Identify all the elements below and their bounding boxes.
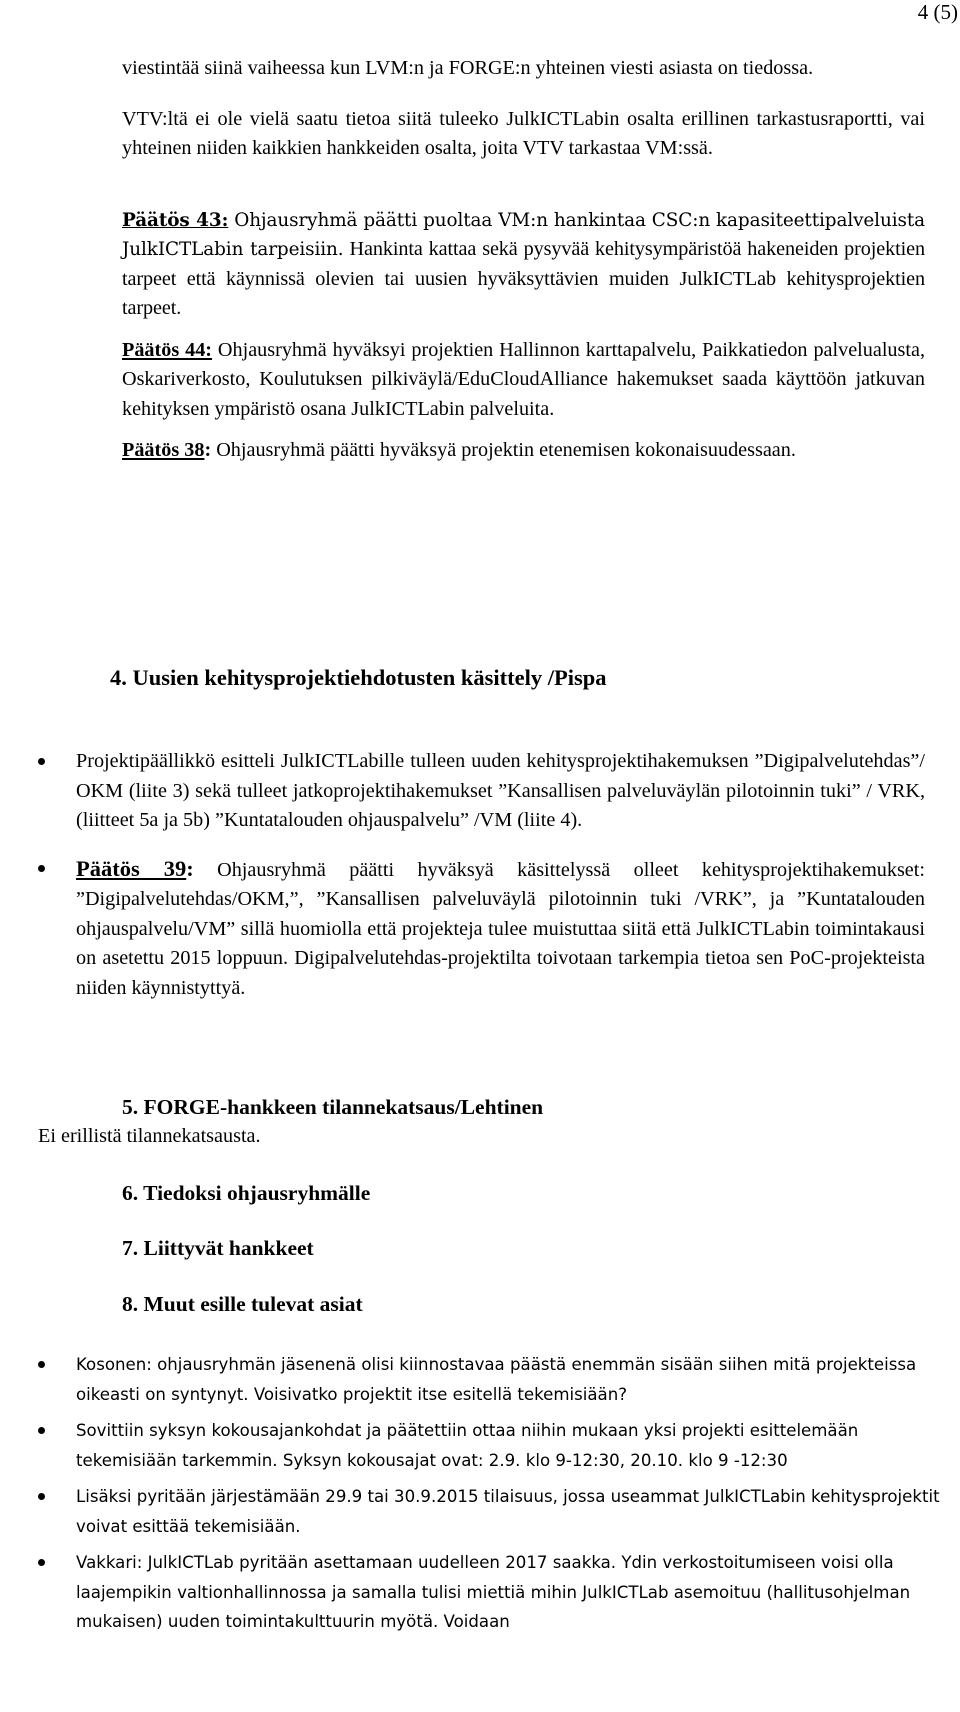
decision-44-paragraph [122, 336, 925, 425]
section-4-bullets [76, 747, 925, 1003]
decision-39-text: Ohjausryhmä päätti hyväksyä käsittelyssä olleet kehitysprojektihakemukset: ”Digipalvelutehdas/OKM,”, ”Kansallisen palveluväylä pilotoinnin tuki /VRK”, ja ”Kuntatalouden ohjauspalvelu/VM” sillä huomiolla että projekteja tulee muistuttaa siitä että JulkICTLabin toimintakausi on asetettu 2015 loppuun. Digipalvelutehdas-projektilta toivotaan tarkempia tietoa sen PoC-projekteista niiden käynnistyttyä. [76, 858, 925, 999]
list-item [76, 1416, 947, 1475]
bullet-dot [38, 758, 45, 765]
decision-38-label: Päätös 38 [122, 439, 205, 461]
list-item [76, 1350, 947, 1409]
section-4-bullet-1-text: Projektipäällikkö esitteli JulkICTLabille tulleen uuden kehitysprojektihakemuksen ”Digipalvelutehdas”/ OKM (liite 3) sekä tulleet jatkoprojektihakemukset ”Kansallisen palveluväylän pilotoinnin tuki” / VRK, (liitteet 5a ja 5b) ”Kuntatalouden ohjauspalvelu” /VM (liite 4). [76, 750, 925, 831]
section-7-heading: 7. Liittyvät hankkeet [122, 1236, 314, 1260]
section-5-text: Ei erillistä tilannekatsausta. [38, 1125, 261, 1147]
decision-43-extra: Hankinta kattaa sekä pysyvää kehitysympäristöä hakeneiden projektien tarpeet että käynnissä olevien tai uusien hyväksyttävien muiden JulkICTLab kehitysprojektien tarpeet. [122, 238, 925, 319]
section-8-bullet-2-text: Sovittiin syksyn kokousajankohdat ja päätettiin ottaa niihin mukaan yksi projekti esittelemään tekemisiään tarkemmin. Syksyn kokousajat ovat: 2.9. klo 9-12:30, 20.10. klo 9 -12:30 [76, 1421, 859, 1470]
section-4-heading: 4. Uusien kehitysprojektiehdotusten käsittely /Pispa [110, 665, 607, 690]
section-8-bullet-1-text: Kosonen: ohjausryhmän jäsenenä olisi kiinnostavaa päästä enemmän sisään siihen mitä projekteissa oikeasti on syntynyt. Voisivatko projektit itse esitellä tekemisiään? [76, 1355, 917, 1404]
section-8-bullet-3-text: Lisäksi pyritään järjestämään 29.9 tai 30.9.2015 tilaisuus, jossa useammat JulkICTLabin kehitysprojektit voivat esittää tekemisiään. [76, 1487, 940, 1536]
page-content [38, 54, 940, 1631]
section-8-bullet-4-text: Vakkari: JulkICTLab pyritään asettamaan uudelleen 2017 saakka. Ydin verkostoitumiseen voisi olla laajempikin valtionhallinnossa ja samalla tulisi miettiä mihin JulkICTLab asemoituu (hallitusohjelman mukaisen) uuden toimintakulttuurin myötä. Voidaan [76, 1553, 911, 1631]
bullet-dot [38, 865, 45, 872]
bullet-dot [38, 1427, 45, 1434]
section-8-heading: 8. Muut esille tulevat asiat [122, 1292, 363, 1316]
page-number: 4 (5) [917, 0, 958, 24]
section-5-heading: 5. FORGE-hankkeen tilannekatsaus/Lehtinen [122, 1095, 544, 1119]
list-item [76, 747, 925, 836]
decision-43-text: Ohjausryhmä päätti puoltaa VM:n hankintaa CSC:n kapasiteettipalveluista JulkICTLabin tarpeisiin. [122, 209, 925, 260]
intro-paragraph-1: viestintää siinä vaiheessa kun LVM:n ja FORGE:n yhteinen viesti asiasta on tiedossa. [122, 57, 814, 79]
list-item [76, 1548, 947, 1637]
intro-paragraph-2: VTV:ltä ei ole vielä saatu tietoa siitä tuleeko JulkICTLabin osalta erillinen tarkastusraportti, vai yhteinen niiden kaikkien hankkeiden osalta, joita VTV tarkastaa VM:ssä. [122, 107, 925, 159]
decision-39-label: Päätös 39 [76, 855, 187, 881]
decision-43-label: Päätös 43: [122, 209, 229, 231]
decision-38-colon: : [204, 439, 212, 461]
decision-38-paragraph [122, 436, 925, 466]
decision-44-text: Ohjausryhmä hyväksyi projektien Hallinnon karttapalvelu, Paikkatiedon palvelualusta, Oskariverkosto, Koulutuksen pilkiväylä/EduCloudAlliance hakemukset saada käyttöön jatkuvan kehityksen ympäristö osana JulkICTLabin palveluita. [122, 338, 925, 420]
list-item [76, 854, 925, 1004]
section-4-bullet-2-text [76, 854, 925, 1004]
bullet-dot [38, 1361, 45, 1368]
section-6-heading: 6. Tiedoksi ohjausryhmälle [122, 1181, 371, 1205]
decision-39-colon: : [186, 855, 194, 881]
decision-38-text: Ohjausryhmä päätti hyväksyä projektin etenemisen kokonaisuudessaan. [211, 439, 796, 461]
decision-44-label: Päätös 44: [122, 338, 213, 361]
section-8-bullets [76, 1350, 947, 1637]
list-item [76, 1482, 947, 1541]
bullet-dot [38, 1559, 45, 1566]
decision-43-paragraph [122, 206, 925, 324]
bullet-dot [38, 1493, 45, 1500]
